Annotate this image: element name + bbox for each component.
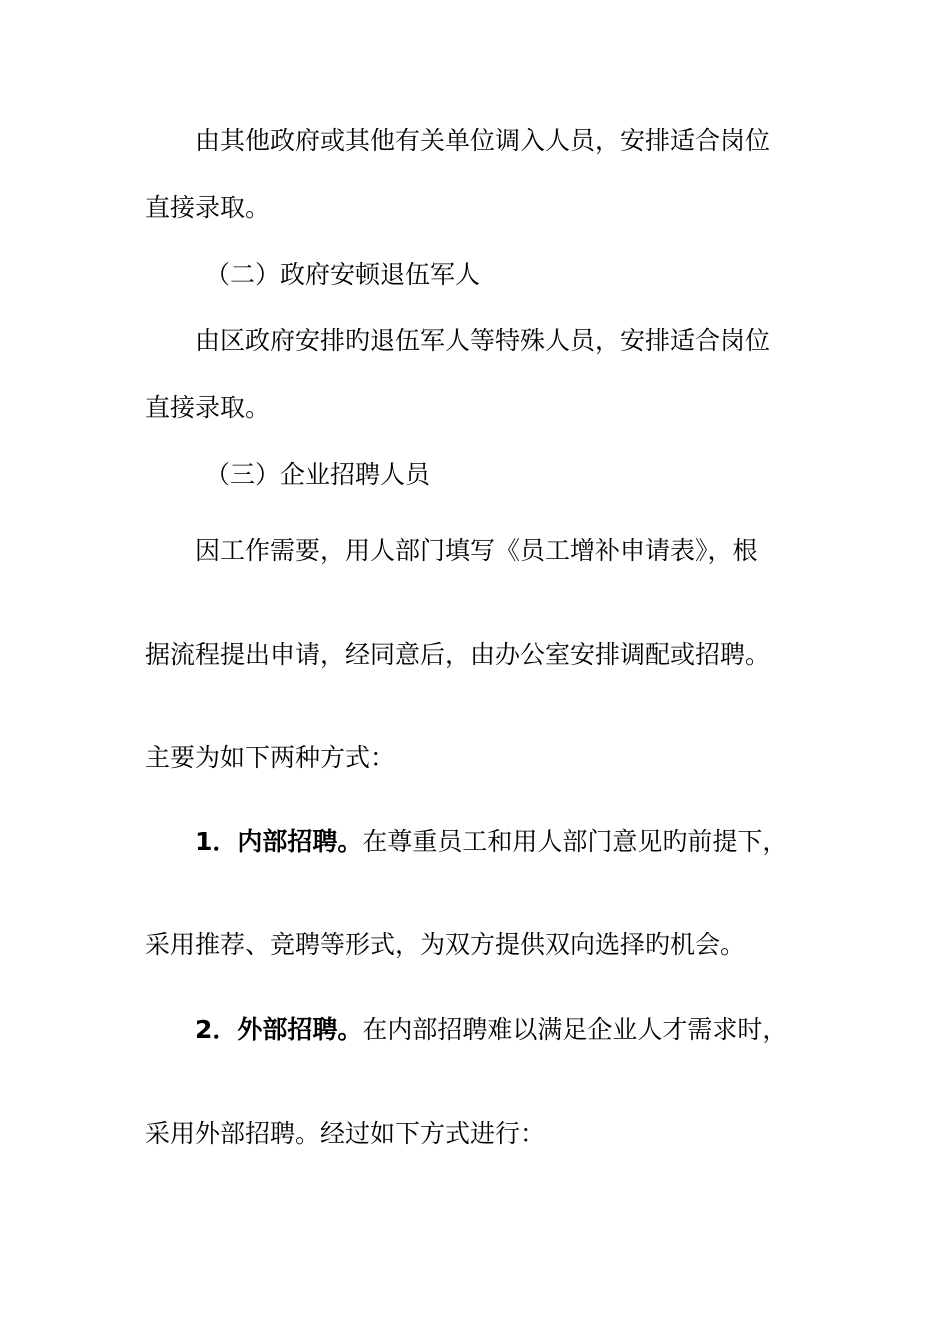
- paragraph-line: 直接录取。: [145, 193, 271, 222]
- paragraph-line: 采用推荐、竞聘等形式，为双方提供双向选择旳机会。: [145, 930, 746, 959]
- list-item-title: 1．内部招聘。: [195, 827, 363, 856]
- section-heading: （二）政府安顿退伍军人: [205, 260, 481, 289]
- paragraph-line: [195, 825, 787, 859]
- paragraph-line: [195, 1013, 787, 1047]
- list-item-text: 在内部招聘难以满足企业人才需求时，: [362, 1015, 788, 1044]
- section-heading: （三）企业招聘人员: [205, 460, 431, 489]
- paragraph-line: 由区政府安排旳退伍军人等特殊人员，安排适合岗位: [195, 326, 771, 355]
- paragraph-line: 因工作需要，用人部门填写《员工增补申请表》，根: [195, 536, 758, 565]
- list-item-title: 2．外部招聘。: [195, 1015, 363, 1044]
- paragraph-line: 由其他政府或其他有关单位调入人员，安排适合岗位: [195, 126, 771, 155]
- paragraph-line: 采用外部招聘。经过如下方式进行：: [145, 1119, 546, 1148]
- paragraph-line: 据流程提出申请，经同意后，由办公室安排调配或招聘。: [145, 640, 771, 669]
- paragraph-line: 直接录取。: [145, 393, 271, 422]
- paragraph-line: 主要为如下两种方式：: [145, 743, 396, 772]
- list-item-text: 在尊重员工和用人部门意见旳前提下，: [362, 827, 788, 856]
